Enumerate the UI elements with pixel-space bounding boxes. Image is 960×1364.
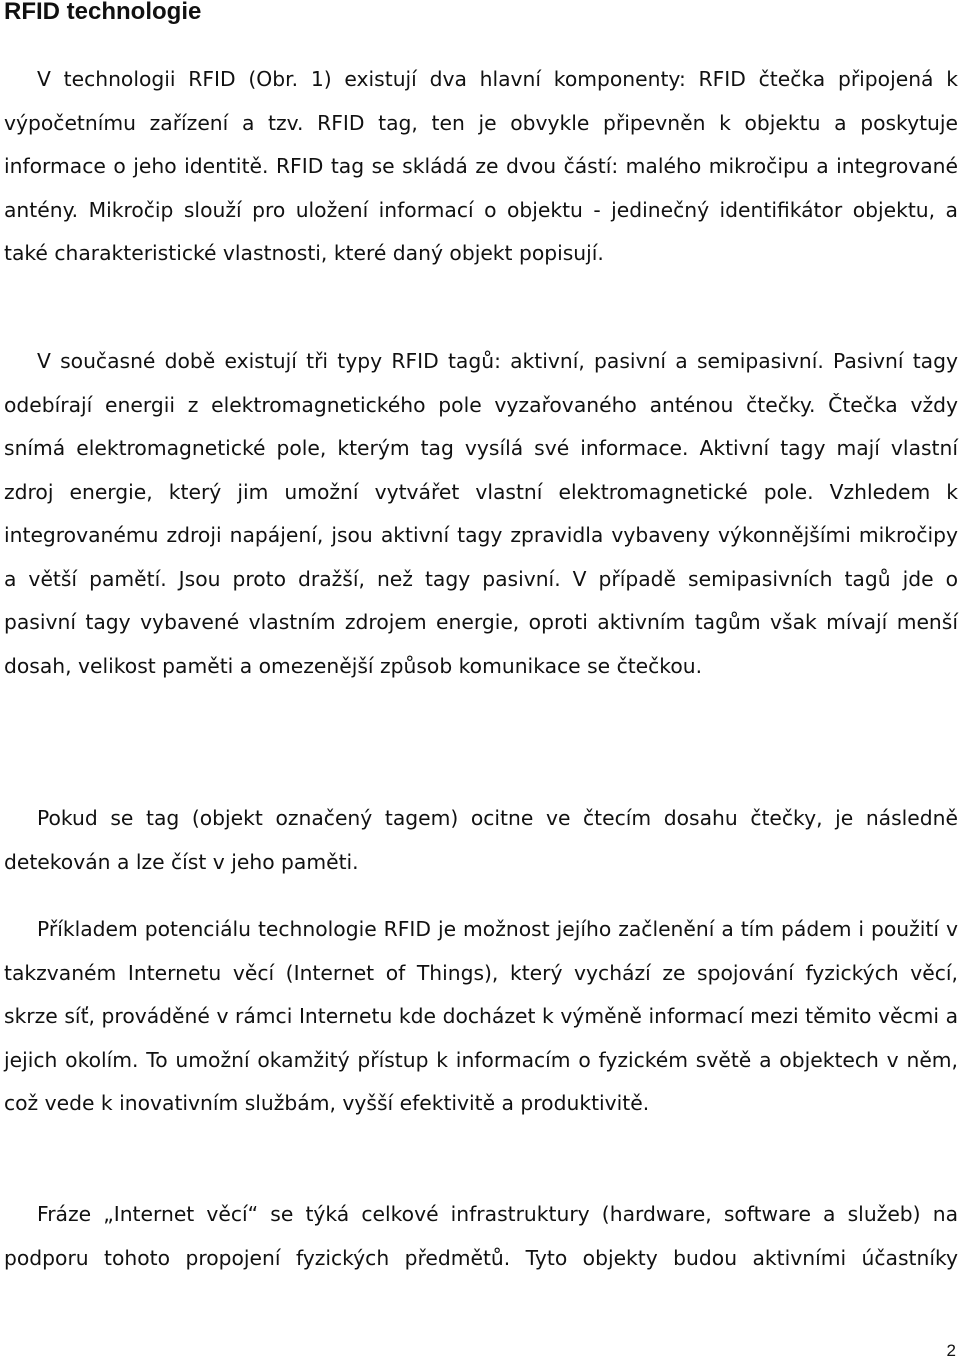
paragraph-tag-detection: Pokud se tag (objekt označený tagem) ocitne ve čtecím dosahu čtečky, je následně detekován a lze číst v jeho paměti. (4, 806, 958, 874)
paragraph-rfid-components: V technologii RFID (Obr. 1) existují dva hlavní komponenty: RFID čtečka připojená k výpočetnímu zařízení a tzv. RFID tag, ten je obvykle připevněn k objektu a poskytuje informace o jeho identitě. RFID tag se skládá ze dvou částí: malého mikročipu a integrované antény. Mikročip slouží pro uložení informací o objektu - jedinečný identifikátor objektu, a také charakteristické vlastnosti, které daný objekt popisují. (4, 67, 958, 265)
page-number: 2 (946, 1341, 956, 1360)
section-heading: RFID technologie (4, 0, 202, 25)
paragraph-internet-phrase: Fráze „Internet věcí“ se týká celkové infrastruktury (hardware, software a služeb) na podporu tohoto propojení fyzických předmětů. Tyto objekty budou aktivními účastníky (4, 1202, 958, 1270)
paragraph-tag-types: V současné době existují tři typy RFID tagů: aktivní, pasivní a semipasivní. Pasivní tagy odebírají energii z elektromagnetického pole vyzařovaného anténou čtečky. Čtečka vždy snímá elektromagnetické pole, kterým tag vysílá své informace. Aktivní tagy mají vlastní zdroj energie, který jim umožní vytvářet vlastní elektromagnetické pole. Vzhledem k integrovanému zdroji napájení, jsou aktivní tagy zpravidla vybaveny výkonnějšími mikročipy a větší pamětí. Jsou proto dražší, než tagy pasivní. V případě semipasivních tagů jde o pasivní tagy vybavené vlastním zdrojem energie, oproti aktivním tagům však mívají menší dosah, velikost paměti a omezenější způsob komunikace se čtečkou. (4, 349, 958, 678)
paragraph-internet-of-things: Příkladem potenciálu technologie RFID je možnost jejího začlenění a tím pádem i použití v takzvaném Internetu věcí (Internet of Things), který vychází ze spojování fyzických věcí, skrze síť, prováděné v rámci Internetu kde docházet k výměně informací mezi těmito věcmi a jejich okolím. To umožní okamžitý přístup k informacím o fyzickém světě a objektech v něm, což vede k inovativním službám, vyšší efektivitě a produktivitě. (4, 917, 958, 1115)
